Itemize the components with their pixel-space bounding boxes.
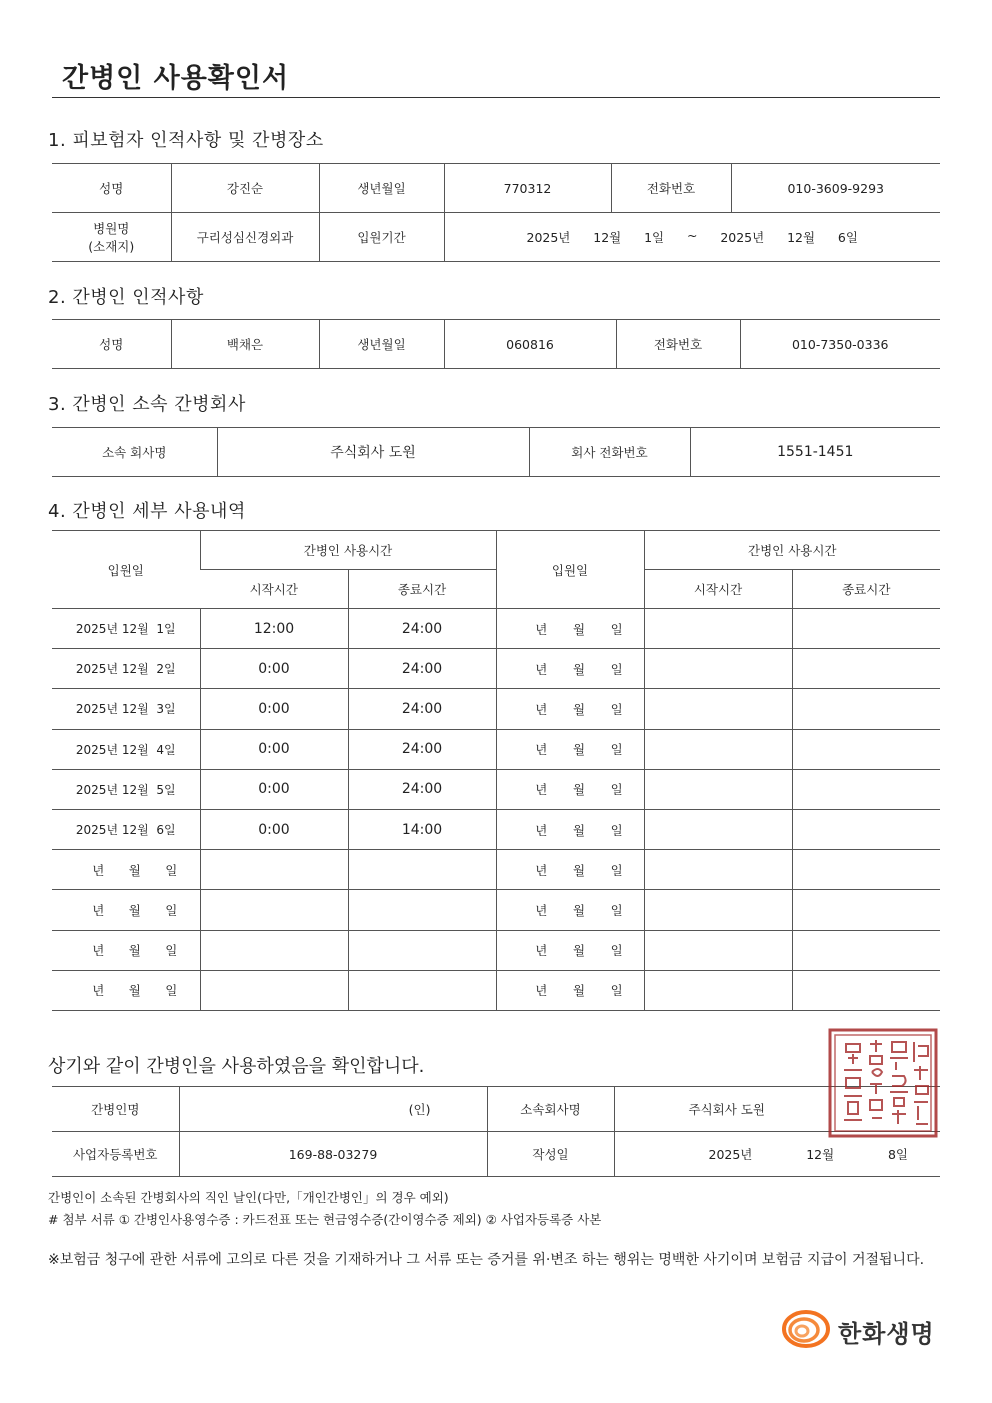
usage-end-empty bbox=[348, 930, 496, 970]
company-label: 소속 회사명 bbox=[52, 428, 217, 477]
usage-end: 24:00 bbox=[348, 609, 496, 649]
blank-date-y: 년 bbox=[535, 782, 548, 798]
usage-date: 2025년 12월 3일 bbox=[52, 689, 200, 729]
usage-row bbox=[52, 609, 940, 649]
section4-heading: 4. 간병인 세부 사용내역 bbox=[48, 501, 246, 522]
usage-end-empty-right bbox=[792, 930, 940, 970]
blank-date-d: 일 bbox=[610, 983, 623, 999]
confirm-company: 주식회사 도원 bbox=[688, 1102, 765, 1117]
usage-start-empty-right bbox=[644, 689, 792, 729]
hospital-label-line2: (소재지) bbox=[88, 239, 135, 254]
fraud-warning: ※보험금 청구에 관한 서류에 고의로 다른 것을 기재하거나 그 서류 또는 증거를 위·변조 하는 행위는 명백한 사기이며 보험금 지급이 거절됩니다. bbox=[48, 1252, 925, 1268]
usage-date: 2025년 12월 2일 bbox=[52, 649, 200, 689]
company-info-table bbox=[52, 427, 940, 477]
blank-date-d: 일 bbox=[165, 983, 178, 999]
blank-date-y: 년 bbox=[535, 943, 548, 959]
caregiver-birth-label: 생년월일 bbox=[319, 320, 444, 369]
usage-start-empty bbox=[200, 890, 348, 930]
confirm-company-label: 소속회사명 bbox=[487, 1087, 614, 1132]
blank-date-d: 일 bbox=[610, 902, 623, 918]
usage-end: 24:00 bbox=[348, 769, 496, 809]
insured-info-table bbox=[52, 163, 940, 262]
usage-end-empty-right bbox=[792, 970, 940, 1010]
usage-start-empty bbox=[200, 850, 348, 890]
usage-start-empty bbox=[200, 930, 348, 970]
blank-date-d: 일 bbox=[610, 661, 623, 677]
blank-date-y: 년 bbox=[92, 862, 105, 878]
right-blank-date-7 bbox=[496, 890, 644, 930]
usage-start: 0:00 bbox=[200, 689, 348, 729]
period-start-day: 1일 bbox=[644, 230, 665, 245]
hospital-label bbox=[52, 213, 171, 262]
right-blank-date-1 bbox=[496, 649, 644, 689]
blank-date-d: 일 bbox=[610, 862, 623, 878]
period-end-year: 2025년 bbox=[720, 230, 765, 245]
caregiver-birth: 060816 bbox=[444, 320, 616, 369]
section2-heading: 2. 간병인 인적사항 bbox=[48, 287, 204, 308]
usage-start-empty-right bbox=[644, 769, 792, 809]
usage-start-empty-right bbox=[644, 729, 792, 769]
hanwha-logo bbox=[780, 1308, 935, 1354]
blank-date-m: 월 bbox=[572, 621, 586, 637]
usage-start: 0:00 bbox=[200, 729, 348, 769]
blank-date-d: 일 bbox=[610, 701, 623, 717]
usage-date: 2025년 12월 4일 bbox=[52, 729, 200, 769]
right-blank-date-2 bbox=[496, 689, 644, 729]
blank-date-y: 년 bbox=[535, 902, 548, 918]
usage-row bbox=[52, 689, 940, 729]
blank-date-y: 년 bbox=[92, 983, 105, 999]
blank-date-m: 월 bbox=[572, 822, 586, 838]
blank-date-y: 년 bbox=[92, 943, 105, 959]
right-blank-date-8 bbox=[496, 930, 644, 970]
usage-end-empty-right bbox=[792, 850, 940, 890]
usage-start-empty-right bbox=[644, 890, 792, 930]
blank-date-m: 월 bbox=[572, 742, 586, 758]
right-blank-date-6 bbox=[496, 850, 644, 890]
usage-end-empty-right bbox=[792, 890, 940, 930]
blank-date-d: 일 bbox=[165, 862, 178, 878]
usage-header-left: 간병인 사용시간 bbox=[200, 531, 496, 570]
blank-date-d: 일 bbox=[610, 621, 623, 637]
blank-date-m: 월 bbox=[572, 701, 586, 717]
period-end-day: 6일 bbox=[837, 230, 858, 245]
right-blank-date-9 bbox=[496, 970, 644, 1010]
written-day: 8일 bbox=[887, 1147, 908, 1162]
usage-start-empty-right bbox=[644, 850, 792, 890]
blank-date-m: 월 bbox=[572, 983, 586, 999]
section1-heading: 1. 피보험자 인적사항 및 간병장소 bbox=[48, 130, 324, 151]
right-blank-date-4 bbox=[496, 769, 644, 809]
right-blank-date-5 bbox=[496, 809, 644, 849]
confirm-table bbox=[52, 1086, 940, 1177]
blank-date-m: 월 bbox=[572, 902, 586, 918]
blank-date-y: 년 bbox=[535, 822, 548, 838]
blank-date-m: 월 bbox=[572, 782, 586, 798]
caregiver-name-label: 성명 bbox=[52, 320, 171, 369]
blank-date-d: 일 bbox=[610, 943, 623, 959]
company-seal-stamp bbox=[826, 1026, 940, 1140]
blank-date-d: 일 bbox=[165, 943, 178, 959]
caregiver-phone-label: 전화번호 bbox=[616, 320, 740, 369]
company-phone: 1551-1451 bbox=[690, 428, 940, 477]
blank-date-y: 년 bbox=[535, 862, 548, 878]
left-blank-date-8 bbox=[52, 930, 200, 970]
seal-mark: (인) bbox=[408, 1102, 431, 1117]
usage-end-empty bbox=[348, 890, 496, 930]
usage-row bbox=[52, 850, 940, 890]
usage-end-empty-right bbox=[792, 649, 940, 689]
usage-end-empty bbox=[348, 970, 496, 1010]
usage-start-empty-right bbox=[644, 649, 792, 689]
usage-start: 0:00 bbox=[200, 809, 348, 849]
caregiver-sign-label: 간병인명 bbox=[52, 1087, 179, 1132]
caregiver-name: 백채은 bbox=[171, 320, 319, 369]
insured-birth: 770312 bbox=[444, 164, 611, 213]
left-blank-date-9 bbox=[52, 970, 200, 1010]
blank-date-y: 년 bbox=[535, 701, 548, 717]
blank-date-d: 일 bbox=[610, 822, 623, 838]
insured-birth-label: 생년월일 bbox=[319, 164, 444, 213]
start-header-right: 시작시간 bbox=[644, 570, 792, 609]
usage-row bbox=[52, 809, 940, 849]
usage-row bbox=[52, 890, 940, 930]
usage-start-empty-right bbox=[644, 809, 792, 849]
insured-name: 강진순 bbox=[171, 164, 319, 213]
blank-date-y: 년 bbox=[92, 902, 105, 918]
usage-start-empty bbox=[200, 970, 348, 1010]
insured-name-label: 성명 bbox=[52, 164, 171, 213]
usage-start-empty-right bbox=[644, 970, 792, 1010]
written-month: 12월 bbox=[806, 1147, 835, 1162]
usage-row bbox=[52, 649, 940, 689]
usage-end-empty-right bbox=[792, 729, 940, 769]
company-phone-label: 회사 전화번호 bbox=[529, 428, 690, 477]
right-blank-date-3 bbox=[496, 729, 644, 769]
bizno: 169-88-03279 bbox=[179, 1132, 487, 1177]
period-start-month: 12월 bbox=[593, 230, 622, 245]
blank-date-y: 년 bbox=[535, 621, 548, 637]
usage-row bbox=[52, 769, 940, 809]
seal-note: 간병인이 소속된 간병회사의 직인 날인(다만,「개인간병인」의 경우 예외) bbox=[48, 1190, 449, 1205]
written-date-label: 작성일 bbox=[487, 1132, 614, 1177]
bizno-label: 사업자등록번호 bbox=[52, 1132, 179, 1177]
usage-end: 24:00 bbox=[348, 689, 496, 729]
blank-date-m: 월 bbox=[572, 862, 586, 878]
written-year: 2025년 bbox=[708, 1147, 753, 1162]
blank-date-m: 월 bbox=[128, 902, 141, 918]
section3-heading: 3. 간병인 소속 간병회사 bbox=[48, 394, 246, 415]
caregiver-phone: 010-7350-0336 bbox=[740, 320, 940, 369]
blank-date-m: 월 bbox=[128, 983, 141, 999]
usage-date: 2025년 12월 1일 bbox=[52, 609, 200, 649]
usage-header-right: 간병인 사용시간 bbox=[644, 531, 940, 570]
period-end-month: 12월 bbox=[787, 230, 816, 245]
company-name: 주식회사 도원 bbox=[217, 428, 529, 477]
hospital-name: 구리성심신경외과 bbox=[171, 213, 319, 262]
page-title: 간병인 사용확인서 bbox=[62, 63, 290, 94]
blank-date-d: 일 bbox=[610, 782, 623, 798]
usage-end: 24:00 bbox=[348, 649, 496, 689]
usage-end: 14:00 bbox=[348, 809, 496, 849]
blank-date-d: 일 bbox=[610, 742, 623, 758]
blank-date-y: 년 bbox=[535, 661, 548, 677]
caregiver-info-table bbox=[52, 319, 940, 369]
blank-date-y: 년 bbox=[535, 742, 548, 758]
admission-period bbox=[444, 213, 940, 262]
period-tilde: ~ bbox=[686, 228, 698, 243]
usage-end-empty-right bbox=[792, 609, 940, 649]
usage-start: 0:00 bbox=[200, 649, 348, 689]
usage-date: 2025년 12월 5일 bbox=[52, 769, 200, 809]
attachment-note: # 첨부 서류 ① 간병인사용영수증 : 카드전표 또는 현금영수증(간이영수증 제외) ② 사업자등록증 사본 bbox=[48, 1212, 602, 1227]
right-blank-date-0 bbox=[496, 609, 644, 649]
period-label: 입원기간 bbox=[319, 213, 444, 262]
blank-date-m: 월 bbox=[128, 862, 141, 878]
blank-date-d: 일 bbox=[165, 902, 178, 918]
blank-date-m: 월 bbox=[128, 943, 141, 959]
confirm-statement: 상기와 같이 간병인을 사용하였음을 확인합니다. bbox=[48, 1056, 425, 1077]
date-header-left: 입원일 bbox=[52, 531, 200, 609]
insured-phone: 010-3609-9293 bbox=[731, 164, 940, 213]
usage-start-empty-right bbox=[644, 609, 792, 649]
date-header-right: 입원일 bbox=[496, 531, 644, 609]
usage-end: 24:00 bbox=[348, 729, 496, 769]
usage-date: 2025년 12월 6일 bbox=[52, 809, 200, 849]
hanwha-flame-icon bbox=[780, 1308, 832, 1354]
blank-date-y: 년 bbox=[535, 983, 548, 999]
blank-date-m: 월 bbox=[572, 943, 586, 959]
end-header-left: 종료시간 bbox=[348, 570, 496, 609]
insured-phone-label: 전화번호 bbox=[611, 164, 731, 213]
caregiver-sign-cell bbox=[179, 1087, 487, 1132]
start-header-left: 시작시간 bbox=[200, 570, 348, 609]
usage-end-empty-right bbox=[792, 689, 940, 729]
logo-text: 한화생명 bbox=[838, 1319, 935, 1348]
end-header-right: 종료시간 bbox=[792, 570, 940, 609]
left-blank-date-7 bbox=[52, 890, 200, 930]
blank-date-m: 월 bbox=[572, 661, 586, 677]
usage-detail-table bbox=[52, 530, 940, 1011]
title-divider bbox=[52, 97, 940, 98]
hospital-label-line1: 병원명 bbox=[93, 221, 130, 236]
usage-start: 12:00 bbox=[200, 609, 348, 649]
left-blank-date-6 bbox=[52, 850, 200, 890]
usage-row bbox=[52, 970, 940, 1010]
usage-start-empty-right bbox=[644, 930, 792, 970]
usage-end-empty-right bbox=[792, 769, 940, 809]
usage-row bbox=[52, 930, 940, 970]
usage-end-empty bbox=[348, 850, 496, 890]
usage-start: 0:00 bbox=[200, 769, 348, 809]
usage-row bbox=[52, 729, 940, 769]
period-start-year: 2025년 bbox=[526, 230, 571, 245]
usage-end-empty-right bbox=[792, 809, 940, 849]
